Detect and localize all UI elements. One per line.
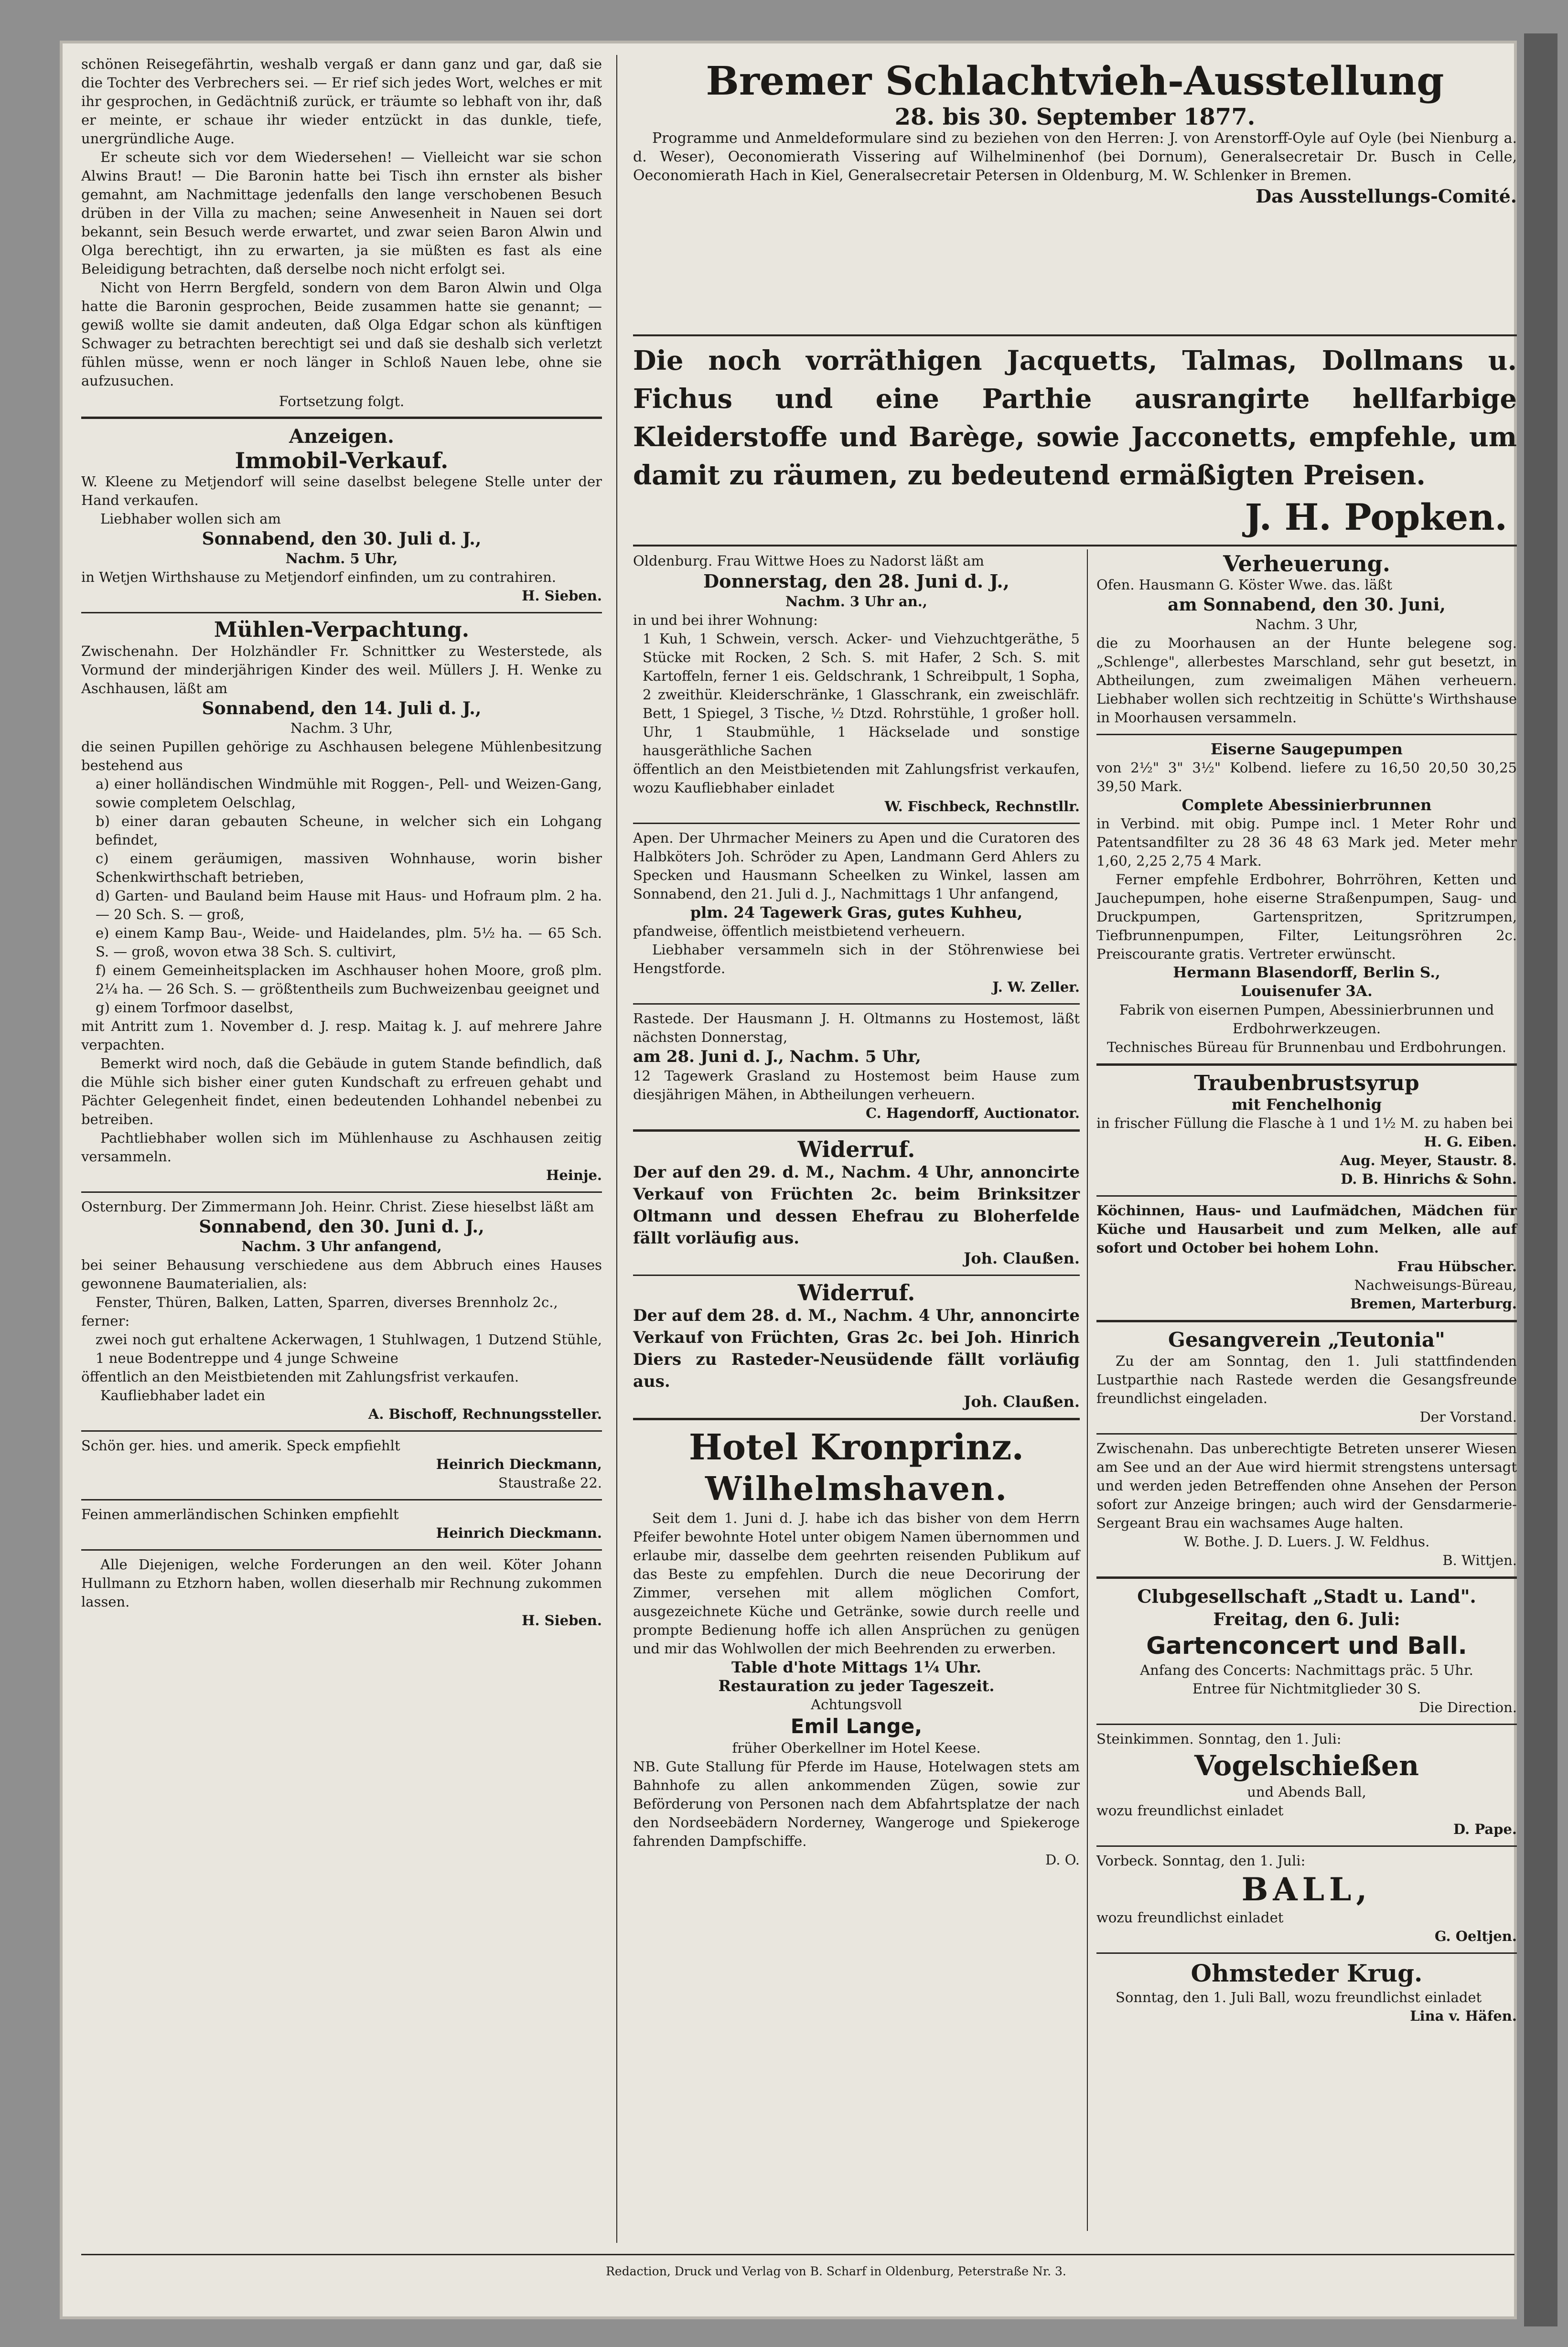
divider — [81, 1430, 602, 1432]
ad-immobil — [81, 472, 602, 605]
ad-signature: G. Oeltjen. — [1434, 1928, 1517, 1944]
ad-text: zwei noch gut erhaltene Ackerwagen, 1 Stuhlwagen, 1 Dutzend Stühle, 1 neue Bodentreppe und 4 junge Schweine — [96, 1331, 602, 1366]
ad-text: Alle Diejenigen, welche Forderungen an den weil. Köter Johann Hullmann zu Etzhorn haben, wollen dieserhalb mir Rechnung zukommen lassen. — [81, 1556, 602, 1610]
ad-widerruf-2 — [633, 1281, 1080, 1411]
ad-signature: Emil Lange, — [790, 1715, 923, 1738]
ad-title: Clubgesellschaft „Stadt u. Land". — [1137, 1586, 1476, 1607]
ad-text: Seit dem 1. Juni d. J. habe ich das bisher von dem Herrn Pfeifer bewohnte Hotel unter obigem Namen übernommen und erlaube mir, dasselbe dem geehrten reisenden Publikum auf das Beste zu empfehlen. Durch die neue Decorirung der Zimmer, versehen mit allem möglichen Comfort, ausgezeichnete Küche und Getränke, sowie durch reelle und prompte Bedienung hoffe ich allen Ansprüchen zu genügen und mir das Wohlwollen der mich Beehrenden zu erwerben. — [633, 1510, 1080, 1657]
ad-signature: Heinrich Dieckmann. — [436, 1525, 602, 1541]
ad-teutonia — [1096, 1328, 1517, 1426]
ad-signature: Der Vorstand. — [1419, 1409, 1517, 1425]
ad-text: ferner: — [81, 1313, 130, 1329]
ad-text: NB. Gute Stallung für Pferde im Hause, Hotelwagen stets am Bahnhofe zu allen ankommenden Zügen, sowie zur Beförderung von Personen nach dem Abfahrtsplatze der nach den Nordseebädern Norderney, Wangeroge und Spiekeroge fahrenden Dampfschiffe. — [633, 1758, 1080, 1849]
ad-zwischenahn — [1096, 1439, 1517, 1570]
divider — [1096, 734, 1517, 735]
story-paragraph: Er scheute sich vor dem Wiedersehen! — Vielleicht war sie schon Alwins Braut! — Die Baronin hatte bei Tisch ihn ernster als bisher gemahnt, am Nachmittage jedenfalls den lange verschobenen Besuch drüben in der Villa zu machen; seine Anwesenheit in Nauen sei dort bekannt, sein Besuch werde erwartet, und zwar seien Baron Alwin und Olga berechtigt, ihn zu erwarten, ja sie müßten es fast als eine Beleidigung betrachten, daß derselbe noch nicht erfolgt sei. — [81, 149, 602, 277]
ad-signature: B. Wittjen. — [1442, 1552, 1517, 1568]
ad-text: Kaufliebhaber ladet ein — [100, 1387, 266, 1404]
ad-apen — [633, 829, 1080, 997]
ad-text: Restauration zu jeder Tageszeit. — [718, 1677, 995, 1695]
ad-text: Schön ger. hies. und amerik. Speck empfiehlt — [81, 1437, 400, 1454]
ad-text: 12 Tagewerk Grasland zu Hostemost beim Hause zum diesjährigen Mähen, in Abtheilungen verheuern. — [633, 1068, 1080, 1103]
ad-signature: Heinrich Dieckmann, — [436, 1456, 602, 1472]
ad-text: Osternburg. Der Zimmermann Joh. Heinr. Christ. Ziese hieselbst läßt am — [81, 1199, 594, 1215]
story-continued: Fortsetzung folgt. — [279, 393, 405, 409]
bremen-ad — [633, 57, 1517, 208]
ad-osternburg — [81, 1198, 602, 1424]
divider — [1096, 1576, 1517, 1579]
ad-signature: Joh. Claußen. — [964, 1249, 1080, 1267]
ad-text: Nachweisungs-Büreau, — [1354, 1277, 1517, 1293]
ad-title: Bremer Schlachtvieh-Ausstellung — [706, 58, 1444, 104]
ad-text: Zwischenahn. Das unberechtigte Betreten unserer Wiesen am See und an der Aue wird hiermit strengstens untersagt und werden jeden Betreffenden ohne Ansehen der Person sofort zur Anzeige bringen; auch wird der Gensdarmerie-Sergeant Brau ein wachsames Auge halten. — [1096, 1440, 1517, 1531]
ad-address: Bremen, Marterburg. — [1350, 1296, 1517, 1312]
ad-text: Der auf dem 28. d. M., Nachm. 4 Uhr, annoncirte Verkauf von Früchten, Gras 2c. bei Joh. Hinrich Diers zu Rasteder-Neusüdende fällt vorläufig aus. — [633, 1306, 1080, 1391]
divider — [1096, 1195, 1517, 1197]
divider — [633, 823, 1080, 824]
divider — [633, 1129, 1080, 1132]
ad-text: Fenster, Thüren, Balken, Latten, Sparren, diverses Brennholz 2c., — [96, 1294, 558, 1310]
ad-text: Ofen. Hausmann G. Köster Wwe. das. läßt — [1096, 577, 1392, 593]
ad-text: mit Antritt zum 1. November d. J. resp. Maitag k. J. auf mehrere Jahre verpachten. — [81, 1018, 602, 1053]
ad-text: Apen. Der Uhrmacher Meiners zu Apen und die Curatoren des Halbköters Joh. Schröder zu Apen, Landmann Gerd Ahlers zu Specken und Hausmann Scheelken zu Winkel, lassen am Sonnabend, den 21. Juli d. J., Nachmittags 1 Uhr anfangend, — [633, 830, 1080, 902]
divider — [633, 1003, 1080, 1005]
column-rule — [616, 55, 617, 2243]
imprint: Redaction, Druck und Verlag von B. Scharf in Oldenburg, Peterstraße Nr. 3. — [606, 2264, 1066, 2278]
divider — [633, 1275, 1080, 1276]
ad-text: in Wetjen Wirthshause zu Metjendorf einfinden, um zu contrahiren. — [81, 569, 556, 585]
ad-club — [1096, 1585, 1517, 1717]
ad-text: Bemerkt wird noch, daß die Gebäude in gutem Stande befindlich, daß die Mühle sich bisher einer guten Kundschaft zu erfreuen gehabt und Pächter Gelegenheit findet, einen bedeutenden Lohhandel nebenbei zu betreiben. — [81, 1055, 602, 1127]
ad-text: Die noch vorräthigen Jacquetts, Talmas, Dollmans u. Fichus und eine Parthie ausrangirte hellfarbige Kleiderstoffe und Barège, sowie Jacconetts, empfehle, um damit zu räumen, zu bedeutend ermäßigten Preisen. — [633, 345, 1517, 491]
section-title: Anzeigen. — [289, 425, 394, 448]
footer-rule — [81, 2254, 1514, 2255]
ad-text: Ferner empfehle Erdbohrer, Bohrröhren, Ketten und Jauchepumpen, hohe eiserne Straßenpumpen, Saug- und Druckpumpen, Gartenspritzen, Spritzrumpen, Tiefbrunnenpumpen, Filter, Leitungsröhren 2c. Preiscourante gratis. Vertreter erwünscht. — [1096, 871, 1517, 962]
ad-text: wozu freundlichst einladet — [1096, 1909, 1284, 1926]
ad-signature: Hermann Blasendorff, Berlin S., — [1173, 964, 1440, 981]
ad-signature: D. O. — [1045, 1852, 1080, 1868]
ad-text: Vorbeck. Sonntag, den 1. Juli: — [1096, 1853, 1306, 1869]
ad-text: von 2½" 3" 3½" Kolbend. liefere zu 16,50 20,50 30,25 39,50 Mark. — [1096, 760, 1517, 794]
ad-widerruf-1 — [633, 1137, 1080, 1268]
ad-text: Rastede. Der Hausmann J. H. Oltmanns zu Hostemost, läßt nächsten Donnerstag, — [633, 1010, 1080, 1045]
ad-signature: H. G. Eiben. — [1424, 1134, 1517, 1150]
ad-title: Complete Abessinierbrunnen — [1181, 796, 1432, 814]
left-column — [81, 55, 602, 1637]
ad-address: Louisenufer 3A. — [1241, 983, 1373, 1000]
rule — [633, 545, 1517, 547]
ad-title: Traubenbrustsyrup — [1194, 1071, 1419, 1095]
ad-syrup — [1096, 1072, 1517, 1189]
ad-steinkimmen — [1096, 1730, 1517, 1839]
divider — [1096, 1063, 1517, 1066]
ad-date: Sonnabend, den 30. Juni d. J., — [199, 1217, 484, 1237]
ad-item: f) einem Gemeinheitsplacken im Aschhauser hohen Moore, groß plm. 2¼ ha. — 26 Sch. S. — größtentheils zum Buchweizenbau geeignet und — [96, 962, 602, 997]
middle-column — [633, 552, 1080, 1876]
ad-text: und Abends Ball, — [1247, 1784, 1366, 1800]
ad-signature: A. Bischoff, Rechnungssteller. — [368, 1406, 602, 1422]
ad-item: c) einem geräumigen, massiven Wohnhause, worin bisher Schenkwirthschaft betrieben, — [96, 850, 602, 885]
divider — [81, 1191, 602, 1193]
ad-signature: Die Direction. — [1419, 1699, 1517, 1715]
ad-text: in frischer Füllung die Flasche à 1 und 1½ M. zu haben bei — [1096, 1115, 1513, 1131]
ad-text: Steinkimmen. Sonntag, den 1. Juli: — [1096, 1731, 1342, 1747]
ad-signature: H. Sieben. — [522, 588, 602, 604]
ad-signature: Joh. Claußen. — [964, 1393, 1080, 1411]
ad-muehle — [81, 642, 602, 1185]
ad-text: Programme und Anmeldeformulare sind zu beziehen von den Herren: J. von Arenstorff-Oyle auf Oyle (bei Nienburg a. d. Weser), Oeconomierath Vissering auf Wilhelminenhof (bei Dornum), Generalsecretair Dr. Busch in Celle, Oeconomierath Hach in Kiel, Generalsecretair Petersen in Oldenburg, M. W. Schlenker in Bremen. — [633, 130, 1517, 184]
ad-text: die seinen Pupillen gehörige zu Aschhausen belegene Mühlenbesitzung bestehend aus — [81, 739, 602, 773]
divider — [81, 417, 602, 419]
ad-text: Table d'hote Mittags 1¼ Uhr. — [731, 1658, 981, 1676]
ad-verheuerung — [1096, 552, 1517, 727]
ad-signature: Lina v. Häfen. — [1410, 2008, 1517, 2024]
ad-subtitle: Wilhelmshaven. — [705, 1470, 1008, 1508]
ad-text: bei seiner Behausung verschiedene aus dem Abbruch eines Hauses gewonnene Baumaterialien, als: — [81, 1257, 602, 1292]
ad-date: Sonnabend, den 30. Juli d. J., — [202, 529, 482, 549]
ad-title: Eiserne Saugepumpen — [1211, 740, 1403, 758]
ad-text: Liebhaber wollen sich am — [100, 511, 281, 527]
ad-speck — [81, 1436, 602, 1492]
ad-text: Zu der am Sonntag, den 1. Juli stattfindenden Lustparthie nach Rastede werden die Gesangsfreunde freundlichst eingeladen. — [1096, 1353, 1517, 1406]
ad-time: Nachm. 3 Uhr, — [1255, 616, 1358, 632]
ad-text: die zu Moorhausen an der Hunte belegene sog. „Schlenge", allerbestes Marschland, sehr gut besetzt, in Abtheilungen, zum zweimaligen Mähen verheuern. Liebhaber wollen sich rechtzeitig in Schütte's Wirthshause in Moorhausen versammeln. — [1096, 635, 1517, 726]
divider — [1096, 1845, 1517, 1847]
story-paragraph: schönen Reisegefährtin, weshalb vergaß er dann ganz und gar, daß sie die Tochter des Verbrechers sei. — Er rief sich jedes Wort, welches er mit ihr gesprochen, in Gedächtniß zurück, er träumte so lebhaft von ihr, daß er meinte, er schaue ihr wieder entzückt in das dunkle, tiefe, unergründliche Auge. — [81, 56, 602, 147]
ad-text: Liebhaber versammeln sich in der Stöhrenwiese bei Hengstforde. — [633, 942, 1080, 976]
ad-signature: C. Hagendorff, Auctionator. — [866, 1105, 1080, 1121]
divider — [81, 612, 602, 613]
rule — [633, 334, 1517, 336]
ad-address: Staustraße 22. — [498, 1475, 602, 1491]
ad-title: Hotel Kronprinz. — [688, 1427, 1024, 1468]
popken-ad — [633, 342, 1517, 540]
ad-signature: W. Bothe. J. D. Luers. J. W. Feldhus. — [1183, 1533, 1430, 1550]
ad-event: BALL, — [1241, 1871, 1372, 1908]
divider — [633, 1418, 1080, 1420]
ad-schinken — [81, 1505, 602, 1543]
ad-signature: W. Fischbeck, Rechnstllr. — [884, 798, 1080, 814]
ad-date: Donnerstag, den 28. Juni d. J., — [703, 570, 1010, 592]
ad-text: öffentlich an den Meistbietenden mit Zahlungsfrist verkaufen, wozu Kaufliebhaber einladet — [633, 761, 1080, 796]
ad-time: Nachm. 3 Uhr an., — [785, 593, 927, 610]
ad-text: öffentlich an den Meistbietenden mit Zahlungsfrist verkaufen. — [81, 1369, 519, 1385]
ad-signature: Frau Hübscher. — [1397, 1258, 1517, 1275]
ad-text: Fabrik von eisernen Pumpen, Abessinierbrunnen und Erdbohrwerkzeugen. — [1119, 1002, 1494, 1037]
ad-event: Vogelschießen — [1194, 1749, 1419, 1782]
divider — [1096, 1952, 1517, 1954]
ad-text: Anfang des Concerts: Nachmittags präc. 5 Uhr. — [1140, 1662, 1473, 1678]
ad-item: a) einer holländischen Windmühle mit Roggen-, Pell- und Weizen-Gang, sowie completem Oelschlag, — [96, 776, 602, 811]
divider — [81, 1499, 602, 1500]
ad-text: früher Oberkellner im Hotel Keese. — [732, 1740, 981, 1756]
ad-time: Nachm. 5 Uhr, — [285, 550, 398, 567]
ad-text: Der auf den 29. d. M., Nachm. 4 Uhr, annoncirte Verkauf von Früchten 2c. beim Brinksitzer Oltmann und dessen Ehefrau zu Bloherfelde fällt vorläufig aus. — [633, 1163, 1080, 1248]
ad-signature: D. Pape. — [1453, 1821, 1517, 1837]
ad-signature: Heinje. — [546, 1167, 602, 1183]
ad-text: wozu freundlichst einladet — [1096, 1802, 1284, 1819]
column-rule — [1087, 549, 1088, 2231]
ad-title: Widerruf. — [797, 1280, 915, 1306]
ad-date: am Sonnabend, den 30. Juni, — [1168, 595, 1446, 615]
ad-text: Oldenburg. Frau Wittwe Hoes zu Nadorst läßt am — [633, 553, 984, 569]
ad-title: Immobil-Verkauf. — [235, 448, 449, 473]
ad-item: d) Garten- und Bauland beim Hause mit Haus- und Hofraum plm. 2 ha. — 20 Sch. S. — groß, — [96, 888, 602, 922]
ad-text: Technisches Büreau für Brunnenbau und Erdbohrungen. — [1107, 1039, 1506, 1055]
ad-title: Mühlen-Verpachtung. — [214, 618, 470, 642]
divider — [1096, 1320, 1517, 1322]
ad-date: Freitag, den 6. Juli: — [1213, 1609, 1400, 1629]
ad-text: Zwischenahn. Der Holzhändler Fr. Schnittker zu Westerstede, als Vormund der minderjährigen Kinder des weil. Müllers J. H. Wenke zu Aschhausen, läßt am — [81, 643, 602, 697]
ad-item: g) einem Torfmoor daselbst, — [96, 999, 294, 1016]
ad-date: Sonnabend, den 14. Juli d. J., — [202, 698, 482, 718]
ad-hullmann — [81, 1555, 602, 1630]
ad-hoes — [633, 552, 1080, 816]
ad-signature: Aug. Meyer, Staustr. 8. — [1340, 1152, 1517, 1168]
ad-item: b) einer daran gebauten Scheune, in welcher sich ein Lohgang befindet, — [96, 813, 602, 848]
divider — [1096, 1724, 1517, 1725]
ad-event: Gartenconcert und Ball. — [1146, 1632, 1467, 1660]
ad-text: Achtungsvoll — [811, 1696, 902, 1713]
ad-text: Sonntag, den 1. Juli Ball, wozu freundlichst einladet — [1116, 1989, 1482, 2005]
ad-signature: J. W. Zeller. — [992, 979, 1080, 995]
ad-rastede — [633, 1009, 1080, 1123]
ad-signature: Das Ausstellungs-Comité. — [1256, 185, 1517, 207]
ad-text: pfandweise, öffentlich meistbietend verheuern. — [633, 923, 966, 939]
ad-ohmstede — [1096, 1959, 1517, 2025]
ad-text: in und bei ihrer Wohnung: — [633, 612, 818, 628]
ad-text: Köchinnen, Haus- und Laufmädchen, Mädchen für Küche und Hausarbeit und zum Melken, alle auf sofort und October bei hohem Lohn. — [1096, 1202, 1517, 1256]
ad-signature: H. Sieben. — [522, 1612, 602, 1629]
right-column — [1096, 552, 1517, 2032]
ad-text: W. Kleene zu Metjendorf will seine daselbst belegene Stelle unter der Hand verkaufen. — [81, 473, 602, 508]
divider — [81, 1549, 602, 1551]
ad-text: in Verbind. mit obig. Pumpe incl. 1 Meter Rohr und Patentsandfilter zu 28 36 48 63 Mark jed. Meter mehr 1,60, 2,25 2,75 4 Mark. — [1096, 815, 1517, 869]
ad-title: Ohmsteder Krug. — [1191, 1959, 1423, 1987]
ad-pumpen — [1096, 740, 1517, 1057]
ad-time: Nachm. 3 Uhr, — [290, 720, 393, 736]
ad-signature: J. H. Popken. — [1245, 496, 1507, 538]
ad-highlight: plm. 24 Tagewerk Gras, gutes Kuhheu, — [690, 903, 1023, 922]
ad-title: Widerruf. — [797, 1136, 915, 1162]
scan-edge — [1524, 33, 1557, 2326]
ad-item: e) einem Kamp Bau-, Weide- und Haidelandes, plm. 5½ ha. — 65 Sch. S. — groß, wovon etwa 38 Sch. S. cultivirt, — [96, 925, 602, 960]
ad-subtitle: mit Fenchelhonig — [1231, 1095, 1382, 1114]
ad-text: Feinen ammerländischen Schinken empfiehlt — [81, 1506, 399, 1522]
ad-text: Pachtliebhaber wollen sich im Mühlenhause zu Aschhausen zeitig versammeln. — [81, 1130, 602, 1165]
ad-text: Entree für Nichtmitglieder 30 S. — [1192, 1681, 1421, 1697]
ad-title: Gesangverein „Teutonia" — [1168, 1328, 1445, 1351]
ad-date: 28. bis 30. September 1877. — [894, 104, 1256, 130]
ad-title: Verheuerung. — [1223, 551, 1390, 577]
ad-time: Nachm. 3 Uhr anfangend, — [241, 1238, 442, 1254]
ad-vorbeck — [1096, 1852, 1517, 1946]
ad-text: 1 Kuh, 1 Schwein, versch. Acker- und Viehzuchtgeräthe, 5 Stücke mit Rocken, 2 Sch. S. mit Hafer, 2 Sch. S. mit Kartoffeln, ferner 1 eis. Geldschrank, 1 Schreibpult, 1 Sopha, 2 zweithür. Kleiderschränke, 1 Glasschrank, ein zweischläfr. Bett, 1 Spiegel, 3 Tische, ½ Dtzd. Rohrstühle, 1 großer holl. Uhr, 1 Staubmühle, 1 Häckselade und sonstige hausgeräthliche Sachen — [643, 631, 1080, 759]
divider — [1096, 1433, 1517, 1435]
ad-signature: D. B. Hinrichs & Sohn. — [1341, 1171, 1517, 1187]
story-paragraph: Nicht von Herrn Bergfeld, sondern von dem Baron Alwin und Olga hatte die Baronin gesprochen, Beide zusammen hatte sie genannt; — gewiß wollte sie damit andeuten, daß Olga Edgar schon als künftigen Schwager zu betrachten berechtigt sei und daß sie deshalb sich verletzt fühlen müsse, wenn er noch länger in Schloß Nauen lebe, ohne sie aufzusuchen. — [81, 279, 602, 389]
ad-hotel — [633, 1426, 1080, 1869]
ad-date: am 28. Juni d. J., Nachm. 5 Uhr, — [633, 1047, 921, 1066]
ad-koechinnen — [1096, 1201, 1517, 1313]
